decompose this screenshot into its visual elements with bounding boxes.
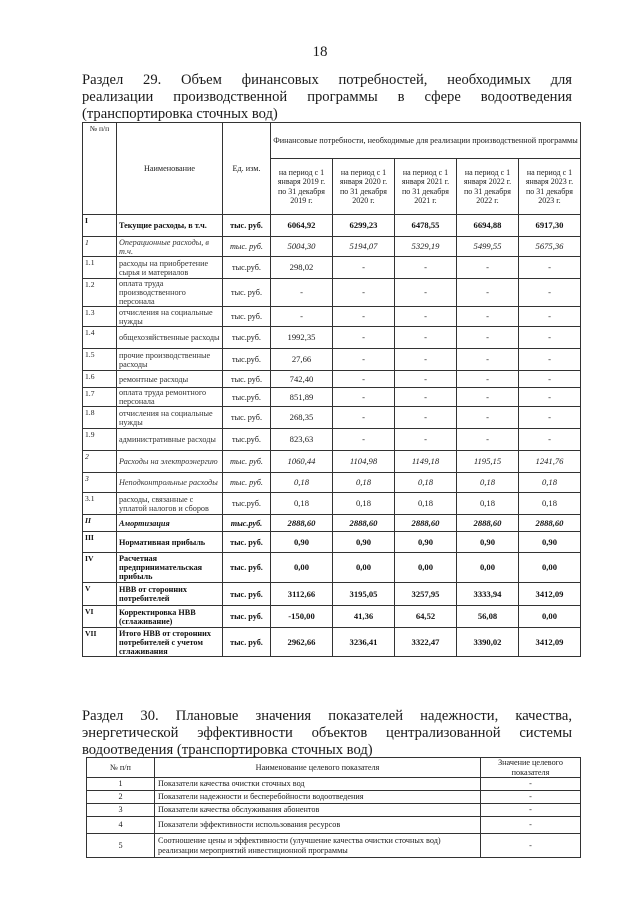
row-value: 6917,30 [519,215,581,237]
row-number: III [83,532,117,553]
ind-header-num: № п/п [87,758,155,778]
row-value: - [457,407,519,429]
row-value: - [395,388,457,407]
table-row [83,583,581,606]
row-number: 1.6 [83,371,117,388]
header-group: Финансовые потребности, необходимые для реализации производственной программы [271,123,581,159]
table-row [83,451,581,473]
row-value: 0,90 [519,532,581,553]
table-row [83,553,581,583]
row-number: V [83,583,117,606]
row-unit: тыс.руб. [223,515,271,532]
row-value: 268,35 [271,407,333,429]
row-value: 1992,35 [271,327,333,349]
indicator-number: 5 [87,834,155,858]
row-number: II [83,515,117,532]
row-value: 3236,41 [333,628,395,657]
row-value: - [457,388,519,407]
row-value: 2888,60 [519,515,581,532]
row-value: - [519,429,581,451]
row-value: - [457,307,519,327]
row-number: 1.2 [83,279,117,307]
table-row [83,628,581,657]
indicator-name: Показатели качества обслуживания абонентов [155,804,481,817]
row-unit: тыс. руб. [223,553,271,583]
row-value: 5194,07 [333,237,395,257]
row-value: 41,36 [333,606,395,628]
indicator-number: 1 [87,778,155,791]
list-item [87,791,581,804]
table-row [83,515,581,532]
row-value: 2888,60 [271,515,333,532]
row-value: - [519,327,581,349]
row-name: Расходы на электроэнергию [117,451,223,473]
row-value: 851,89 [271,388,333,407]
row-value: 6478,55 [395,215,457,237]
row-unit: тыс. руб. [223,307,271,327]
row-unit: тыс. руб. [223,606,271,628]
row-value: - [395,429,457,451]
row-value: - [519,257,581,279]
row-value: 5675,36 [519,237,581,257]
row-value: 0,18 [395,493,457,515]
row-value: - [333,349,395,371]
row-value: - [457,257,519,279]
ind-table-body [87,778,581,858]
table-row [83,237,581,257]
row-unit: тыс.руб. [223,257,271,279]
table-row [83,215,581,237]
table-row [83,493,581,515]
row-name: Расчетная предпринимательская прибыль [117,553,223,583]
list-item [87,778,581,791]
row-value: 1104,98 [333,451,395,473]
row-value: - [395,371,457,388]
row-name: ремонтные расходы [117,371,223,388]
row-value: 0,00 [333,553,395,583]
list-item [87,804,581,817]
row-value: 0,90 [271,532,333,553]
row-value: 6064,92 [271,215,333,237]
indicator-value: - [481,778,581,791]
row-value: 0,90 [457,532,519,553]
row-value: - [457,429,519,451]
target-indicators-table [86,757,581,858]
row-value: - [333,407,395,429]
section-30-title [82,708,572,759]
row-value: - [457,279,519,307]
row-unit: тыс.руб. [223,493,271,515]
table-row [83,279,581,307]
section-30-line-1: Раздел 30. Плановые значения показателей надежности, качества, [82,708,572,724]
row-number: VII [83,628,117,657]
row-name: отчисления на социальные нужды [117,307,223,327]
section-29-title [82,72,572,123]
row-name: Амортизация [117,515,223,532]
row-unit: тыс.руб. [223,349,271,371]
indicator-number: 2 [87,791,155,804]
row-value: 6694,88 [457,215,519,237]
row-value: 0,18 [519,493,581,515]
header-period-2022: на период с 1 января 2022 г. по 31 декабря 2022 г. [457,159,519,215]
row-value: - [271,307,333,327]
row-value: 0,18 [457,473,519,493]
header-unit: Ед. изм. [223,123,271,215]
indicator-value: - [481,791,581,804]
row-unit: тыс. руб. [223,215,271,237]
row-value: - [333,307,395,327]
row-number: 1.8 [83,407,117,429]
row-value: - [457,371,519,388]
row-value: - [333,429,395,451]
header-period-2020: на период с 1 января 2020 г. по 31 декабря 2020 г. [333,159,395,215]
row-value: 2888,60 [457,515,519,532]
row-value: - [519,349,581,371]
row-value: 5004,30 [271,237,333,257]
list-item [87,817,581,834]
indicator-value: - [481,834,581,858]
row-value: - [333,327,395,349]
indicator-name: Показатели эффективности использования ресурсов [155,817,481,834]
header-period-2021: на период с 1 января 2021 г. по 31 декабря 2021 г. [395,159,457,215]
row-value: 0,90 [333,532,395,553]
row-name: расходы, связанные с уплатой налогов и сборов [117,493,223,515]
table-row [83,349,581,371]
row-value: 0,00 [519,606,581,628]
row-value: 0,18 [271,473,333,493]
indicator-number: 4 [87,817,155,834]
row-value: 0,00 [519,553,581,583]
row-number: I [83,215,117,237]
row-unit: тыс. руб. [223,279,271,307]
row-value: 5499,55 [457,237,519,257]
row-value: - [271,279,333,307]
row-value: 5329,19 [395,237,457,257]
row-value: 0,90 [395,532,457,553]
row-name: отчисления на социальные нужды [117,407,223,429]
row-value: 3257,95 [395,583,457,606]
header-period-2023: на период с 1 января 2023 г. по 31 декабря 2023 г. [519,159,581,215]
row-value: - [519,388,581,407]
row-number: VI [83,606,117,628]
row-name: Текущие расходы, в т.ч. [117,215,223,237]
row-name: Операционные расходы, в т.ч. [117,237,223,257]
row-number: 1.3 [83,307,117,327]
row-value: 3112,66 [271,583,333,606]
row-value: - [519,279,581,307]
section-30-line-3: водоотведения (транспортировка сточных вод) [82,742,373,758]
row-name: прочие производственные расходы [117,349,223,371]
row-number: 3 [83,473,117,493]
row-unit: тыс. руб. [223,451,271,473]
ind-header-name: Наименование целевого показателя [155,758,481,778]
row-name: Нормативная прибыль [117,532,223,553]
row-name: Неподконтрольные расходы [117,473,223,493]
row-value: - [333,257,395,279]
row-value: 0,00 [271,553,333,583]
table-row [83,371,581,388]
row-name: общехозяйственные расходы [117,327,223,349]
indicator-number: 3 [87,804,155,817]
row-name: Корректировка НВВ (сглаживание) [117,606,223,628]
ind-header-value: Значение целевого показателя [481,758,581,778]
row-value: - [333,388,395,407]
row-unit: тыс.руб. [223,429,271,451]
list-item [87,834,581,858]
row-value: - [395,307,457,327]
row-value: 0,18 [457,493,519,515]
section-30-line-2: энергетической эффективности объектов централизованной системы [82,725,572,741]
row-unit: тыс. руб. [223,407,271,429]
indicator-value: - [481,817,581,834]
row-number: 1.5 [83,349,117,371]
row-value: 3412,09 [519,628,581,657]
row-number: 1.7 [83,388,117,407]
section-29-line-1: Раздел 29. Объем финансовых потребностей, необходимых для [82,72,572,88]
row-value: 0,18 [271,493,333,515]
row-value: - [457,327,519,349]
financial-table-body [83,215,581,657]
row-value: 0,00 [457,553,519,583]
row-value: - [519,307,581,327]
row-value: 3322,47 [395,628,457,657]
header-num: № п/п [83,123,117,215]
table-row [83,307,581,327]
table-row [83,407,581,429]
section-29-line-3: (транспортировка сточных вод) [82,106,278,122]
row-value: -150,00 [271,606,333,628]
row-value: 298,02 [271,257,333,279]
indicator-name: Показатели качества очистки сточных вод [155,778,481,791]
indicator-name: Показатели надежности и бесперебойности водоотведения [155,791,481,804]
header-name: Наименование [117,123,223,215]
row-value: 742,40 [271,371,333,388]
row-name: оплата труда ремонтного персонала [117,388,223,407]
table-row [83,429,581,451]
row-unit: тыс.руб. [223,327,271,349]
row-value: 0,18 [333,493,395,515]
row-value: 0,18 [519,473,581,493]
row-value: 3412,09 [519,583,581,606]
row-value: 3333,94 [457,583,519,606]
row-value: 2888,60 [333,515,395,532]
row-value: 1195,15 [457,451,519,473]
table-row [83,327,581,349]
indicator-name: Соотношение цены и эффективности (улучшение качества очистки сточных вод) реализации мероприятий инвестиционной программы [155,834,481,858]
table-row [83,532,581,553]
row-name: НВВ от сторонних потребителей [117,583,223,606]
row-number: 1.9 [83,429,117,451]
row-value: - [519,407,581,429]
row-number: IV [83,553,117,583]
row-unit: тыс. руб. [223,237,271,257]
row-value: 3195,05 [333,583,395,606]
page-number: 18 [312,44,328,60]
row-number: 3.1 [83,493,117,515]
row-value: 0,18 [395,473,457,493]
row-value: 823,63 [271,429,333,451]
row-value: 2962,66 [271,628,333,657]
row-unit: тыс. руб. [223,371,271,388]
row-value: - [333,371,395,388]
row-unit: тыс. руб. [223,532,271,553]
row-value: - [395,349,457,371]
financial-needs-table [82,122,581,657]
row-value: 27,66 [271,349,333,371]
row-unit: тыс.руб. [223,388,271,407]
table-row [83,473,581,493]
row-value: 1241,76 [519,451,581,473]
row-value: 64,52 [395,606,457,628]
row-value: - [395,279,457,307]
row-unit: тыс. руб. [223,583,271,606]
row-value: - [457,349,519,371]
indicator-value: - [481,804,581,817]
row-value: 6299,23 [333,215,395,237]
row-value: 56,08 [457,606,519,628]
row-unit: тыс. руб. [223,628,271,657]
row-value: - [395,327,457,349]
row-number: 1.1 [83,257,117,279]
row-name: оплата труда производственного персонала [117,279,223,307]
financial-table-header [83,123,581,215]
row-name: административные расходы [117,429,223,451]
section-29-line-2: реализации производственной программы в сфере водоотведения [82,89,572,105]
header-period-2019: на период с 1 января 2019 г. по 31 декабря 2019 г. [271,159,333,215]
row-value: 1149,18 [395,451,457,473]
row-name: Итого НВВ от сторонних потребителей с учетом сглаживания [117,628,223,657]
row-unit: тыс. руб. [223,473,271,493]
row-value: 3390,02 [457,628,519,657]
table-row [83,606,581,628]
row-value: - [395,257,457,279]
row-value: 1060,44 [271,451,333,473]
row-value: - [395,407,457,429]
row-value: 2888,60 [395,515,457,532]
row-number: 2 [83,451,117,473]
row-number: 1 [83,237,117,257]
row-value: - [333,279,395,307]
table-row [83,388,581,407]
row-value: 0,18 [333,473,395,493]
row-value: 0,00 [395,553,457,583]
row-value: - [519,371,581,388]
row-number: 1.4 [83,327,117,349]
table-row [83,257,581,279]
row-name: расходы на приобретение сырья и материалов [117,257,223,279]
